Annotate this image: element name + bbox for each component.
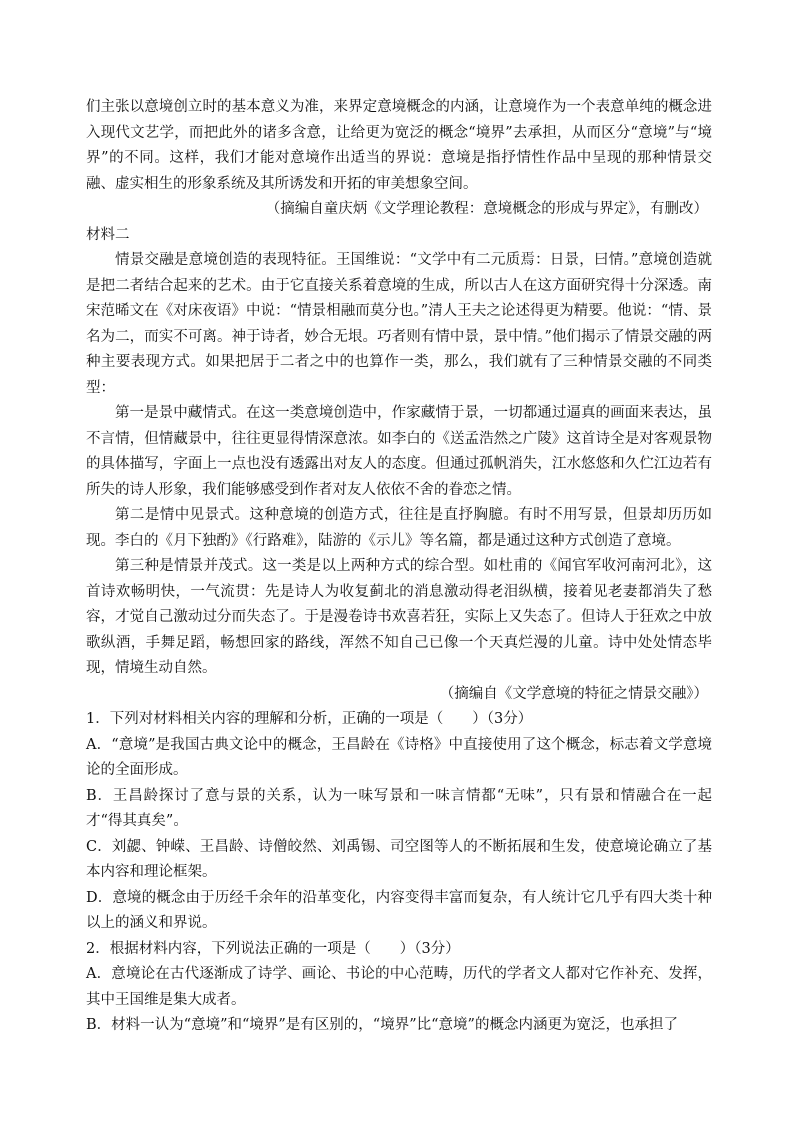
paragraph: 第三种是情景并茂式。这一类是以上两种方式的综合型。如杜甫的《闻官军收河南河北》，这首诗欢畅明快，一气流贯：先是诗人为收复蓟北的消息激动得老泪纵横，接着见老妻都消失了愁容，才觉自己激动过分而失态了。于是漫卷诗书欢喜若狂，实际上又失态了。但诗人于狂欢之中放歌纵酒，手舞足蹈，畅想回家的路线，浑然不知自己已像一个天真烂漫的儿童。诗中处处情态毕现，情境生动自然。 bbox=[86, 558, 712, 676]
source-citation: （摘编自童庆炳《文学理论教程：意境概念的形成与界定》，有删改） bbox=[265, 201, 708, 217]
option-b: B．材料一认为“意境”和“境界”是有区别的，“境界”比“意境”的概念内涵更为宽泛，也承担了 bbox=[86, 1017, 678, 1033]
paragraph: 第一是景中藏情式。在这一类意境创造中，作家藏情于景，一切都通过逼真的画面来表达，虽不言情，但情藏景中，往往更显得情深意浓。如李白的《送孟浩然之广陵》这首诗全是对客观景物的具体描写，字面上一点也没有透露出对友人的态度。但通过孤帆消失，江水悠悠和久伫江边若有所失的诗人形象，我们能够感受到作者对友人依依不舍的眷恋之情。 bbox=[86, 405, 712, 498]
material-two-heading: 材料二 bbox=[86, 226, 130, 243]
paragraph: 第二是情中见景式。这种意境的创造方式，往往是直抒胸臆。有时不用写景，但景却历历如现。李白的《月下独酌》《行路难》，陆游的《示儿》等名篇，都是通过这种方式创造了意境。 bbox=[86, 507, 712, 549]
option-a: A．“意境”是我国古典文论中的概念，王昌龄在《诗格》中直接使用了这个概念，标志着文学意境论的全面形成。 bbox=[86, 736, 712, 778]
document-body bbox=[86, 95, 712, 1039]
paragraph: 情景交融是意境创造的表现特征。王国维说：“文学中有二元质焉：日景，曰情。”意境创造就是把二者结合起来的艺术。由于它直接关系着意境的生成，所以古人在这方面研究得十分深透。南宋范晞文在《对床夜语》中说：“情景相融而莫分也。”清人王夫之论述得更为精要。他说：“情、景名为二，而实不可离。神于诗者，妙合无垠。巧者则有情中景，景中情。”他们揭示了情景交融的两种主要表现方式。如果把居于二者之中的也算作一类，那么，我们就有了三种情景交融的不同类型： bbox=[86, 252, 712, 396]
option-c: C．刘勰、钟嵘、王昌龄、诗僧皎然、刘禹锡、司空图等人的不断拓展和生发，使意境论确立了基本内容和理论框架。 bbox=[86, 838, 712, 880]
question-stem: 2．根据材料内容，下列说法正确的一项是（ ）（3分） bbox=[86, 940, 460, 957]
option-a: A．意境论在古代逐渐成了诗学、画论、书论的中心范畴，历代的学者文人都对它作补充、发挥，其中王国维是集大成者。 bbox=[86, 966, 712, 1008]
option-b: B．王昌龄探讨了意与景的关系，认为一味写景和一味言情都“无味”，只有景和情融合在一起才“得其真矣”。 bbox=[86, 787, 712, 829]
option-d: D．意境的概念由于历经千余年的沿革变化，内容变得丰富而复杂，有人统计它几乎有四大类十种以上的涵义和界说。 bbox=[86, 889, 712, 931]
paragraph-continued: 们主张以意境创立时的基本意义为准，来界定意境概念的内涵，让意境作为一个表意单纯的概念进入现代文艺学，而把此外的诸多含意，让给更为宽泛的概念“境界”去承担，从而区分“意境”与“境界”的不同。这样，我们才能对意境作出适当的界说：意境是指抒情性作品中呈现的那种情景交融、虚实相生的形象系统及其所诱发和开拓的审美想象空间。 bbox=[86, 99, 712, 192]
source-citation: （摘编自《文学意境的特征之情景交融》） bbox=[439, 685, 708, 702]
question-stem: 1．下列对材料相关内容的理解和分析，正确的一项是（ ）（3分） bbox=[86, 711, 533, 727]
